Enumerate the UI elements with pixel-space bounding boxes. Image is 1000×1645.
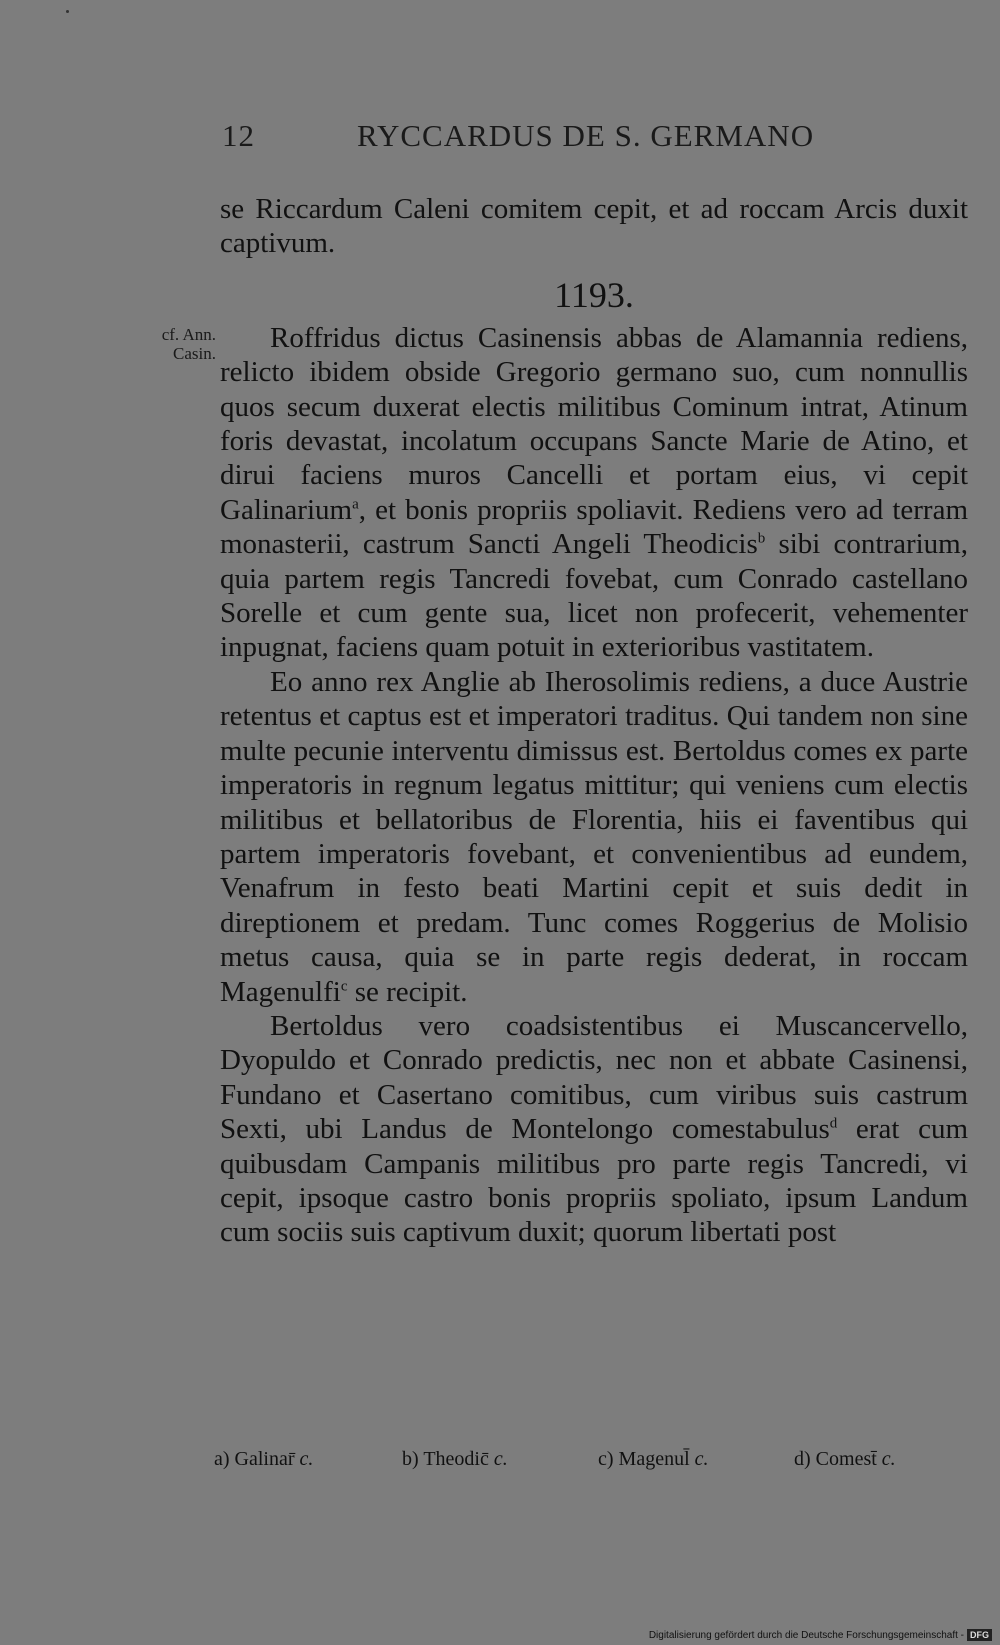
paragraph-1: se Riccardum Caleni comitem cepit, et ad roccam Arcis duxit captivum.: [220, 193, 968, 260]
margin-note: [138, 325, 216, 363]
footnote-ref-c: c: [340, 977, 348, 994]
digitization-credit: [649, 1629, 992, 1641]
paragraph-2-part-c: sibi contrarium, quia partem regis Tancredi fovebat, cum Conrado castellano Sorelle et cum gente sua, licet non profecerit, vehementer inpugnat, faciens quam potuit in exterioribus vastitatem.: [220, 528, 968, 664]
margin-note-line1: cf. Ann.: [161, 325, 216, 344]
paragraph-4: [220, 1009, 968, 1250]
paragraph-3-part-a: Eo anno rex Anglie ab Iherosolimis rediens, a duce Austrie retentus et captus est et imperatori traditus. Qui tandem non sine multe pecunie interventu dimissus est. Bertoldus comes ex parte imperatoris in regnum legatus mittitur; qui veniens cum electis militibus et bellatoribus de Florentia, hiis ei faventibus qui partem imperatoris fovebant, et convenientibus ad eundem, Venafrum in festo beati Martini cepit et suis dedit in direptionem et predam. Tunc comes Roggerius de Molisio metus causa, quia se in parte regis dederat, in roccam Magenulfi: [220, 665, 968, 1008]
paragraph-2-part-a: Roffridus dictus Casinensis abbas de Alamannia rediens, relicto ibidem obside Gregorio germano suo, cum nonnullis quos secum duxerat electis militibus Cominum intrat, Atinum foris devastat, incolatum occupans Sancte Marie de Atino, et dirui faciens muros Cancelli et portam eius, vi cepit Galinarium: [220, 321, 968, 526]
paragraph-2: [220, 321, 968, 665]
paragraph-4-part-b: erat cum quibusdam Campanis militibus pro parte regis Tancredi, vi cepit, ipsoque castro bonis propriis spoliato, ipsum Landum cum sociis suis captivum duxit; quorum libertati post: [220, 1113, 968, 1249]
footnote-ref-b: b: [757, 530, 766, 547]
page-number: 12: [222, 118, 255, 153]
paragraph-4-part-a: Bertoldus vero coadsistentibus ei Muscancervello, Dyopuldo et Conrado predictis, nec non et abbate Casinensi, Fundano et Casertano comitibus, cum viribus suis castrum Sexti, ubi Landus de Montelongo comestabulus: [220, 1009, 968, 1146]
footnote-ref-a: a: [352, 496, 359, 513]
footnote-c: c) Magenul̄ c.: [598, 1448, 709, 1470]
scan-speck: [66, 10, 69, 13]
footnote-ref-d: d: [829, 1115, 838, 1132]
footnote-b: b) Theodic̄ c.: [402, 1448, 508, 1470]
credit-text: Digitalisierung gefördert durch die Deutsche Forschungsgemeinschaft -: [648, 1630, 964, 1641]
footnote-a: a) Galinar̄ c.: [214, 1448, 314, 1470]
paragraph-2-part-b: , et bonis propriis spoliavit. Rediens vero ad terram monasterii, castrum Sancti Angeli Theodicis: [220, 493, 968, 561]
year-heading: 1193.: [554, 274, 634, 315]
paragraph-3-part-b: se recipit.: [347, 975, 468, 1008]
dfg-logo: DFG: [967, 1629, 992, 1641]
paragraph-3: [220, 665, 968, 1009]
footnote-d: d) Comest̄ c.: [794, 1448, 896, 1470]
margin-note-line2: Casin.: [173, 344, 216, 363]
running-title: RYCCARDUS DE S. GERMANO: [357, 118, 815, 153]
main-text: [220, 192, 968, 1250]
